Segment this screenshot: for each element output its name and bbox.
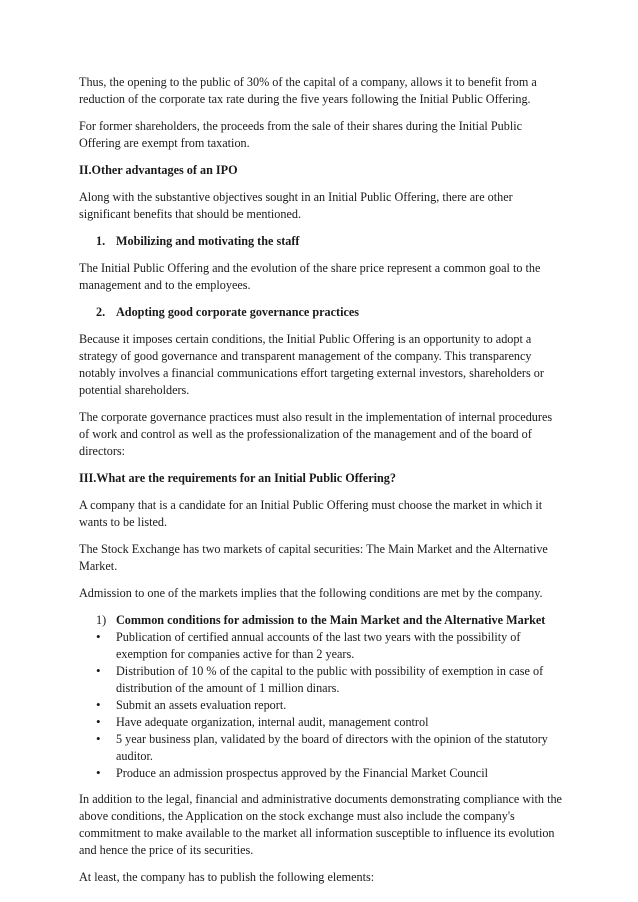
paragraph-other-benefits: Along with the substantive objectives sought in an Initial Public Offering, there are other significant benefits that should be mentioned. bbox=[79, 190, 513, 221]
paragraph-governance-strategy: Because it imposes certain conditions, the Initial Public Offering is an opportunity to adopt a strategy of good governance and transparent management of the company. This transparency notably involves a financial communications effort targeting external investors, shareholders or potential shareholders. bbox=[79, 332, 544, 397]
list-item bbox=[79, 714, 563, 731]
numbered-item-number: 1) bbox=[96, 613, 107, 627]
list-item bbox=[79, 629, 563, 663]
numbered-item-common-conditions bbox=[79, 612, 563, 629]
document-page bbox=[79, 74, 563, 896]
list-item-text: Produce an admission prospectus approved by the Financial Market Council bbox=[116, 766, 488, 780]
paragraph-two-markets: The Stock Exchange has two markets of capital securities: The Main Market and the Alternative Market. bbox=[79, 542, 548, 573]
paragraph-shareholder-proceeds: For former shareholders, the proceeds from the sale of their shares during the Initial Public Offering are exempt from taxation. bbox=[79, 119, 523, 150]
paragraph-admission-conditions: Admission to one of the markets implies that the following conditions are met by the company. bbox=[79, 586, 543, 600]
conditions-bullet-list bbox=[79, 629, 563, 782]
numbered-item-number: 1. bbox=[96, 234, 106, 248]
list-item bbox=[79, 697, 563, 714]
list-item bbox=[79, 731, 563, 765]
list-item-text: Have adequate organization, internal audit, management control bbox=[116, 715, 429, 729]
list-item bbox=[79, 765, 563, 782]
paragraph-common-goal: The Initial Public Offering and the evolution of the share price represent a common goal to the management and to the employees. bbox=[79, 261, 541, 292]
list-item-text: 5 year business plan, validated by the board of directors with the opinion of the statutory auditor. bbox=[116, 732, 548, 763]
bullet-icon: • bbox=[96, 663, 101, 678]
bullet-icon: • bbox=[96, 714, 101, 729]
list-item-text: Submit an assets evaluation report. bbox=[116, 698, 287, 712]
paragraph-application-commitment: In addition to the legal, financial and administrative documents demonstrating compliance with the above conditions, the Application on the stock exchange must also include the company's commitment to make available to the market all information susceptible to influence its evolution and hence the price of its securities. bbox=[79, 792, 562, 857]
numbered-item-label: Adopting good corporate governance practices bbox=[116, 305, 360, 319]
bullet-icon: • bbox=[96, 731, 101, 746]
paragraph-publish-elements: At least, the company has to publish the following elements: bbox=[79, 870, 375, 884]
list-item-text: Publication of certified annual accounts of the last two years with the possibility of exemption for companies active for than 2 years. bbox=[116, 630, 521, 661]
numbered-item-motivating-staff bbox=[79, 233, 563, 250]
section-heading-requirements: III.What are the requirements for an Initial Public Offering? bbox=[79, 471, 396, 485]
paragraph-tax-reduction: Thus, the opening to the public of 30% of the capital of a company, allows it to benefit from a reduction of the corporate tax rate during the five years following the Initial Public Offering. bbox=[79, 75, 537, 106]
list-item-text: Distribution of 10 % of the capital to the public with possibility of exemption in case of distribution of the amount of 1 million dinars. bbox=[116, 664, 544, 695]
section-heading-other-advantages: II.Other advantages of an IPO bbox=[79, 163, 238, 177]
list-item bbox=[79, 663, 563, 697]
bullet-icon: • bbox=[96, 697, 101, 712]
bullet-icon: • bbox=[96, 629, 101, 644]
numbered-item-label: Mobilizing and motivating the staff bbox=[116, 234, 300, 248]
paragraph-choose-market: A company that is a candidate for an Initial Public Offering must choose the market in which it wants to be listed. bbox=[79, 498, 543, 529]
numbered-item-governance bbox=[79, 304, 563, 321]
numbered-item-label: Common conditions for admission to the Main Market and the Alternative Market bbox=[116, 613, 546, 627]
numbered-item-number: 2. bbox=[96, 305, 106, 319]
paragraph-governance-practices: The corporate governance practices must also result in the implementation of internal procedures of work and control as well as the professionalization of the management and of the board of directors: bbox=[79, 410, 553, 458]
bullet-icon: • bbox=[96, 765, 101, 780]
